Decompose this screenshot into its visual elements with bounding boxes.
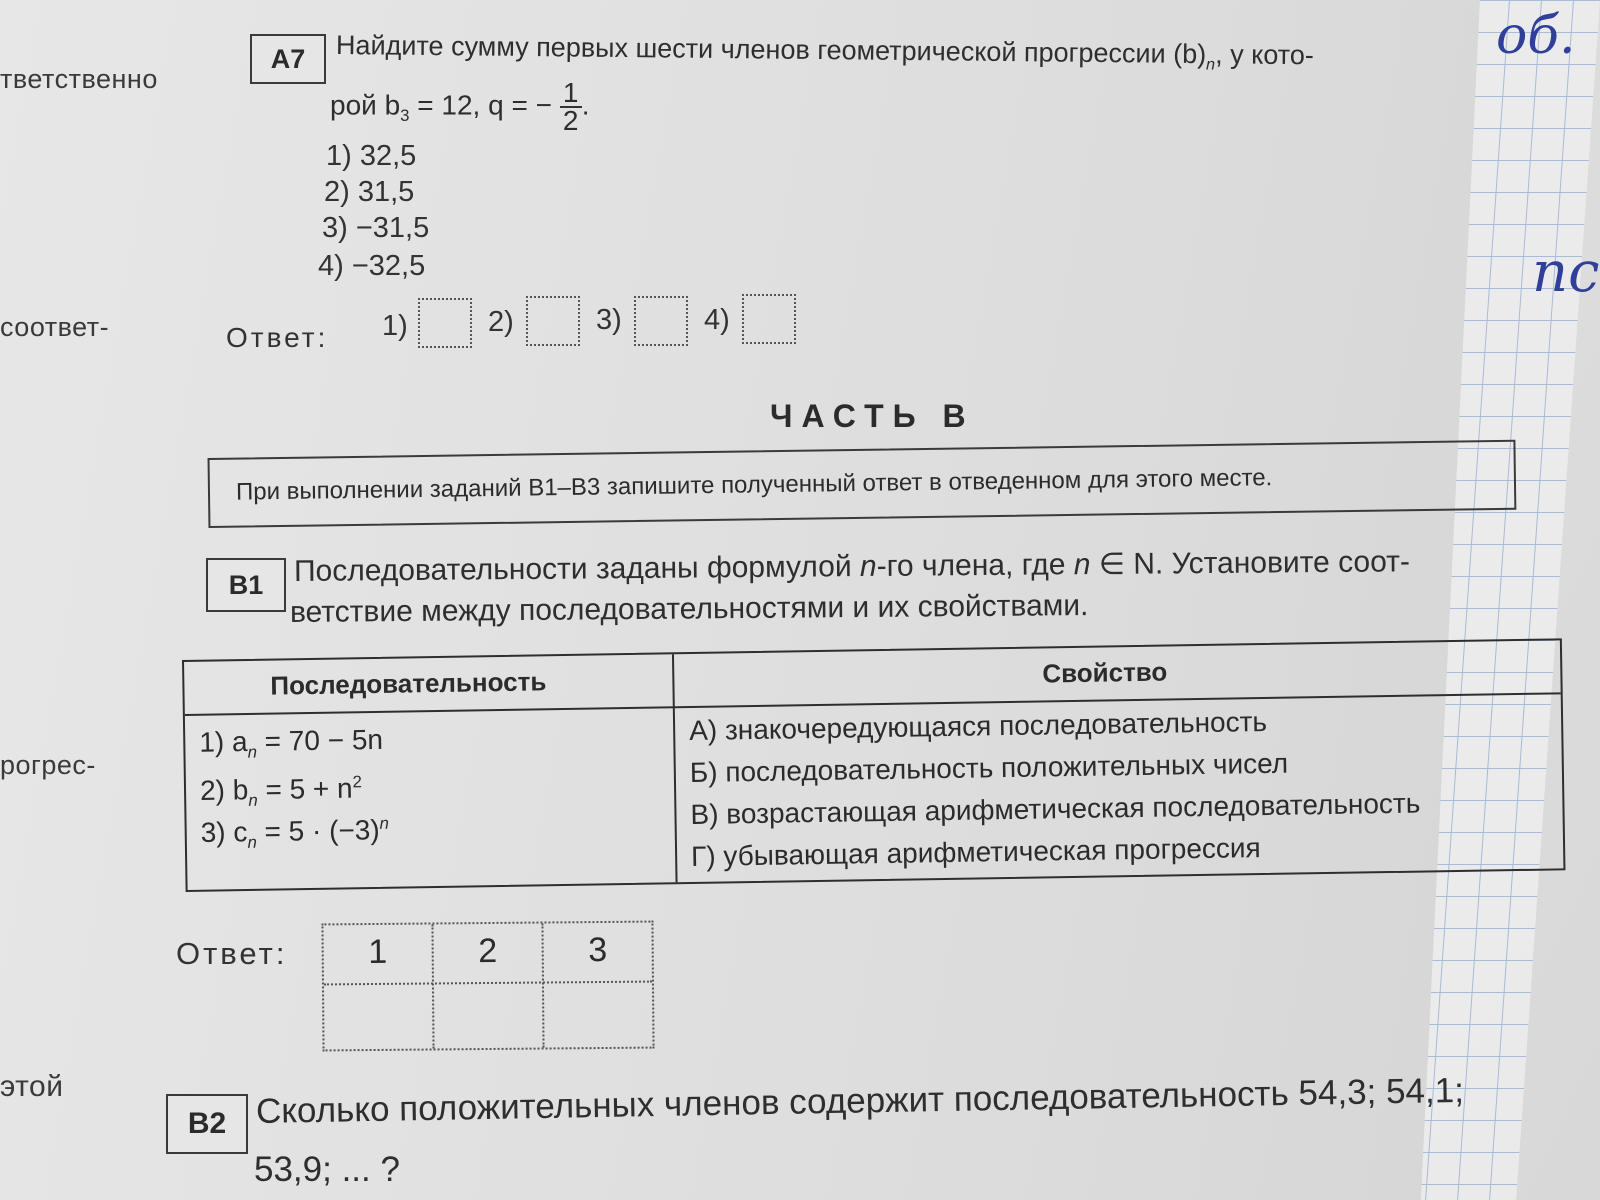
task-a7-answer-label: Ответ: xyxy=(226,322,329,353)
margin-fragment: соответ- xyxy=(0,312,110,342)
part-b-title: ЧАСТЬ В xyxy=(770,398,975,434)
margin-fragment: рогрес- xyxy=(0,750,96,780)
handwritten-note: об. xyxy=(1496,6,1576,66)
task-b1-answer-label: Ответ: xyxy=(176,936,288,971)
table-header-property: Свойство xyxy=(1042,656,1168,689)
answer-cell-3[interactable] xyxy=(544,983,651,1048)
answer-choice-label: 1) xyxy=(382,310,408,342)
task-b1-question-line2: ветствие между последовательностями и их свойствами. xyxy=(289,589,1089,629)
answer-cell-1[interactable] xyxy=(324,985,431,1050)
margin-fragment: тветственно xyxy=(0,64,158,94)
sequence-item: 1) $a_n = 70 - 5n$ xyxy=(199,723,384,762)
answer-cell-2[interactable] xyxy=(434,984,541,1049)
handwritten-note: пс xyxy=(1532,240,1600,305)
task-b1-table xyxy=(182,638,1565,892)
answer-choice-label: 4) xyxy=(704,304,730,336)
property-item: Б) последовательность положительных чисел xyxy=(689,747,1289,789)
answer-checkbox-1[interactable] xyxy=(418,298,472,348)
answer-choice-label: 2) xyxy=(488,306,514,338)
task-a7-option: 3) −31,5 xyxy=(322,212,430,244)
fraction-numerator: 1 xyxy=(562,77,579,108)
task-b1-question-line1: Последовательности заданы формулой n-го члена, где n ∈ N. Установите соот- xyxy=(293,545,1411,588)
answer-column-header: 2 xyxy=(478,931,498,971)
table-divider xyxy=(672,654,678,882)
answer-checkbox-3[interactable] xyxy=(634,296,688,346)
property-item: А) знакочередующаяся последовательность xyxy=(688,705,1268,747)
task-a7-tag: А7 xyxy=(250,34,326,84)
answer-choice-label: 3) xyxy=(596,304,622,336)
answer-column-header: 1 xyxy=(368,932,388,972)
task-b2-question-line2: 53,9; ... ? xyxy=(254,1150,400,1189)
sequence-item: 3) $c_n = 5 \cdot (-3)^n$ xyxy=(200,813,390,852)
property-item: Г) убывающая арифметическая прогрессия xyxy=(690,832,1261,873)
task-b1-answer-grid xyxy=(321,921,654,1052)
fraction-denominator: 2 xyxy=(562,105,579,136)
task-b1-tag: В1 xyxy=(206,558,286,612)
part-b-instruction-text: При выполнении заданий В1–В3 запишите полученный ответ в отведенном для этого месте. xyxy=(235,464,1273,506)
task-a7-option: 1) 32,5 xyxy=(326,140,417,172)
task-a7-question-line1: Найдите сумму первых шести членов геометрической прогрессии $(b)_n$, у кото- xyxy=(335,30,1314,74)
task-b2-question-line1: Сколько положительных членов содержит последовательность 54,3; 54,1; xyxy=(255,1070,1465,1131)
sequence-item: 2) $b_n = 5 + n^2$ xyxy=(199,772,362,810)
answer-column-header: 3 xyxy=(588,930,608,970)
task-b2-tag: В2 xyxy=(166,1094,248,1154)
task-a7-option: 2) 31,5 xyxy=(324,176,415,208)
answer-checkbox-4[interactable] xyxy=(742,294,796,344)
table-header-sequence: Последовательность xyxy=(270,666,547,701)
property-item: В) возрастающая арифметическая последовательность xyxy=(690,787,1421,831)
margin-fragment: этой xyxy=(0,1070,64,1103)
task-a7-option: 4) −32,5 xyxy=(318,250,426,282)
task-a7-question-line2: рой $b_3 = 12$, q = − $\frac{1}{2}$ . xyxy=(330,77,590,136)
answer-checkbox-2[interactable] xyxy=(526,296,580,346)
